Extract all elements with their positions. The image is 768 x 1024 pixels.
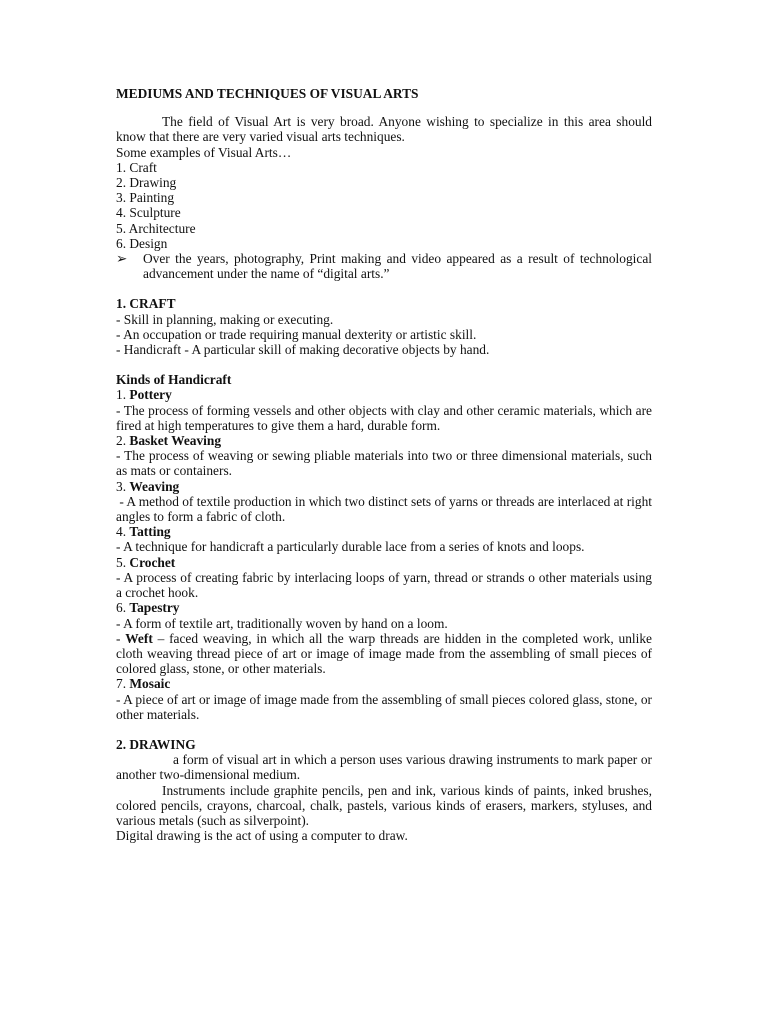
item-name: Basket Weaving <box>129 433 222 449</box>
list-item: 5. Architecture <box>116 220 196 236</box>
list-item: 4. Sculpture <box>116 205 181 221</box>
item-number: 3. <box>116 478 127 494</box>
document-content <box>116 86 656 844</box>
item-number: 6. <box>116 600 127 616</box>
handicraft-item-desc: - A process of creating fabric by interlacing loops of yarn, thread or strands o other materials using a crochet hook. <box>116 569 652 601</box>
list-item: 2. Drawing <box>116 175 177 191</box>
handicraft-item-desc: - The process of forming vessels and other objects with clay and other ceramic materials, which are fired at high temperatures to give them a hard, durable form. <box>116 402 652 433</box>
weft-text: – faced weaving, in which all the warp threads are hidden in the completed work, unlike cloth weaving thread piece of art or image of image made from the assembling of small pieces of colored glass, stone, or other materials. <box>116 630 652 677</box>
item-number: 5. <box>116 554 127 570</box>
handicraft-item-title <box>116 676 652 691</box>
handicraft-item-desc: - A piece of art or image of image made from the assembling of small pieces colored glass, stone, or other materials. <box>116 691 652 722</box>
examples-list <box>116 160 652 251</box>
drawing-heading: 2. DRAWING <box>116 736 196 752</box>
handicraft-item-title <box>116 600 652 615</box>
weft-word: Weft <box>125 630 153 646</box>
item-name: Mosaic <box>129 676 171 692</box>
handicraft-item-title <box>116 433 652 448</box>
list-item: 6. Design <box>116 235 168 251</box>
handicraft-heading: Kinds of Handicraft <box>116 372 232 388</box>
item-number: 4. <box>116 524 127 540</box>
drawing-digital-paragraph: Digital drawing is the act of using a computer to draw. <box>116 828 408 844</box>
item-name: Pottery <box>129 387 172 403</box>
weft-prefix: - <box>116 630 126 646</box>
craft-heading: 1. CRAFT <box>116 296 176 312</box>
bullet-text: Over the years, photography, Print making and video appeared as a result of technological advancement under the name of “digital arts.” <box>143 251 652 282</box>
item-name: Tapestry <box>129 600 180 616</box>
intro-paragraph: The field of Visual Art is very broad. Anyone wishing to specialize in this area should know that there are very varied visual arts techniques. <box>116 114 652 145</box>
item-number: 2. <box>116 433 127 449</box>
handicraft-item-desc: - The process of weaving or sewing pliable materials into two or three dimensional materials, such as mats or containers. <box>116 448 652 479</box>
handicraft-item-desc: - A form of textile art, traditionally woven by hand on a loom. <box>116 615 448 631</box>
item-number: 7. <box>116 676 127 692</box>
handicraft-item-title <box>116 555 652 570</box>
handicraft-item-desc: - A technique for handicraft a particularly durable lace from a series of knots and loops. <box>116 539 585 555</box>
drawing-instruments-paragraph: Instruments include graphite pencils, pen and ink, various kinds of paints, inked brushes, colored pencils, crayons, charcoal, chalk, pastels, various kinds of erasers, markers, styluses, and various metals (such as silverpoint). <box>116 782 652 828</box>
craft-line: - Skill in planning, making or executing. <box>116 311 334 327</box>
item-number: 1. <box>116 387 127 403</box>
list-item: 3. Painting <box>116 190 175 206</box>
handicraft-item-title <box>116 387 652 402</box>
list-item: 1. Craft <box>116 159 157 175</box>
craft-line: - Handicraft - A particular skill of making decorative objects by hand. <box>116 342 490 358</box>
item-name: Crochet <box>129 554 176 570</box>
handicraft-item-title <box>116 479 652 494</box>
page-title: MEDIUMS AND TECHNIQUES OF VISUAL ARTS <box>116 86 419 101</box>
handicraft-item-title <box>116 524 652 539</box>
digital-arts-bullet <box>116 251 652 281</box>
item-name: Tatting <box>129 524 171 540</box>
examples-heading: Some examples of Visual Arts… <box>116 144 292 160</box>
item-name: Weaving <box>129 478 180 494</box>
handicraft-item-desc: - A method of textile production in which two distinct sets of yarns or threads are interlaced at right angles to form a fabric of cloth. <box>116 493 656 525</box>
weft-paragraph <box>116 631 652 677</box>
arrow-bullet-icon: ➢ <box>116 251 128 267</box>
craft-line: - An occupation or trade requiring manual dexterity or artistic skill. <box>116 326 477 342</box>
drawing-paragraph: a form of visual art in which a person uses various drawing instruments to mark paper or another two-dimensional medium. <box>116 752 652 783</box>
